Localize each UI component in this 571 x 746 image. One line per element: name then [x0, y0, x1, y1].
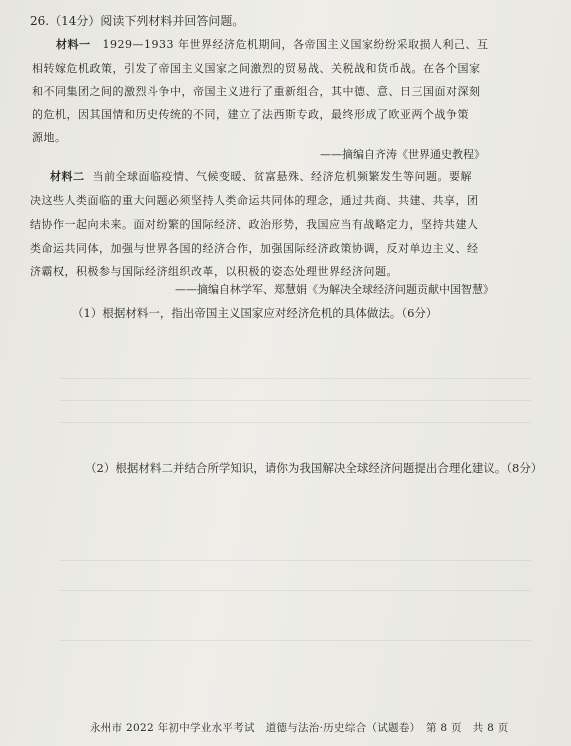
material1-line-2: 相转嫁危机政策，引发了帝国主义国家之间激烈的贸易战、关税战和货币战。在各个国家 — [32, 62, 481, 75]
bleed-through-line — [60, 590, 531, 591]
subquestion-1: （1）根据材料一，指出帝国主义国家应对经济危机的具体做法。（6分） — [72, 306, 438, 320]
bleed-through-line — [60, 400, 531, 401]
question-header — [30, 12, 244, 29]
material2-label: 材料二 — [50, 170, 85, 183]
page-footer: 永州市 2022 年初中学业水平考试 道德与法治·历史综合（试题卷） 第 8 页 共 8 页 — [90, 722, 509, 734]
material2-source: ——摘编自林学军、郑慧娟《为解决全球经济问题贡献中国智慧》 — [175, 283, 494, 296]
bleed-through-line — [60, 422, 531, 423]
material1-line-1 — [56, 36, 488, 52]
subquestion-2: （2）根据材料二并结合所学知识，请你为我国解决全球经济问题提出合理化建议。（8分） — [85, 461, 543, 475]
bleed-through-line — [60, 560, 531, 561]
material2-line-2: 决这些人类面临的重大问题必须坚持人类命运共同体的理念，通过共商、共建、共享，团 — [30, 194, 479, 207]
material1-line-3: 和不同集团之间的激烈斗争中，帝国主义进行了重新组合，其中德、意、日三国面对深刻 — [32, 85, 481, 98]
material2-line-5: 济霸权，积极参与国际经济组织改革，以积极的姿态处理世界经济问题。 — [30, 265, 398, 278]
material2-text: 当前全球面临疫情、气候变暖、贫富悬殊、经济危机频繁发生等问题。要解 — [92, 170, 472, 183]
question-number: 26.（14分） — [30, 14, 101, 28]
material1-source: ——摘编自齐涛《世界通史教程》 — [320, 148, 485, 161]
material1-line-4: 的危机，因其国情和历史传统的不同，建立了法西斯专政，最终形成了欧亚两个战争策 — [32, 108, 469, 121]
material2-line-4: 类命运共同体，加强与世界各国的经济合作，加强国际经济政策协调，反对单边主义、经 — [30, 242, 479, 255]
material1-line-5: 源地。 — [32, 131, 67, 144]
material2-line-1 — [50, 168, 472, 184]
bleed-through-line — [60, 378, 531, 379]
material1-text: 1929—1933 年世界经济危机期间，各帝国主义国家纷纷采取损人利己、互 — [102, 38, 489, 51]
material1-label: 材料一 — [56, 38, 91, 51]
question-instruction: 阅读下列材料并回答问题。 — [100, 14, 245, 28]
bleed-through-line — [60, 640, 531, 641]
material2-line-3: 结协作一起向未来。面对纷繁的国际经济、政治形势，我国应当有战略定力，坚持共建人 — [30, 218, 479, 231]
